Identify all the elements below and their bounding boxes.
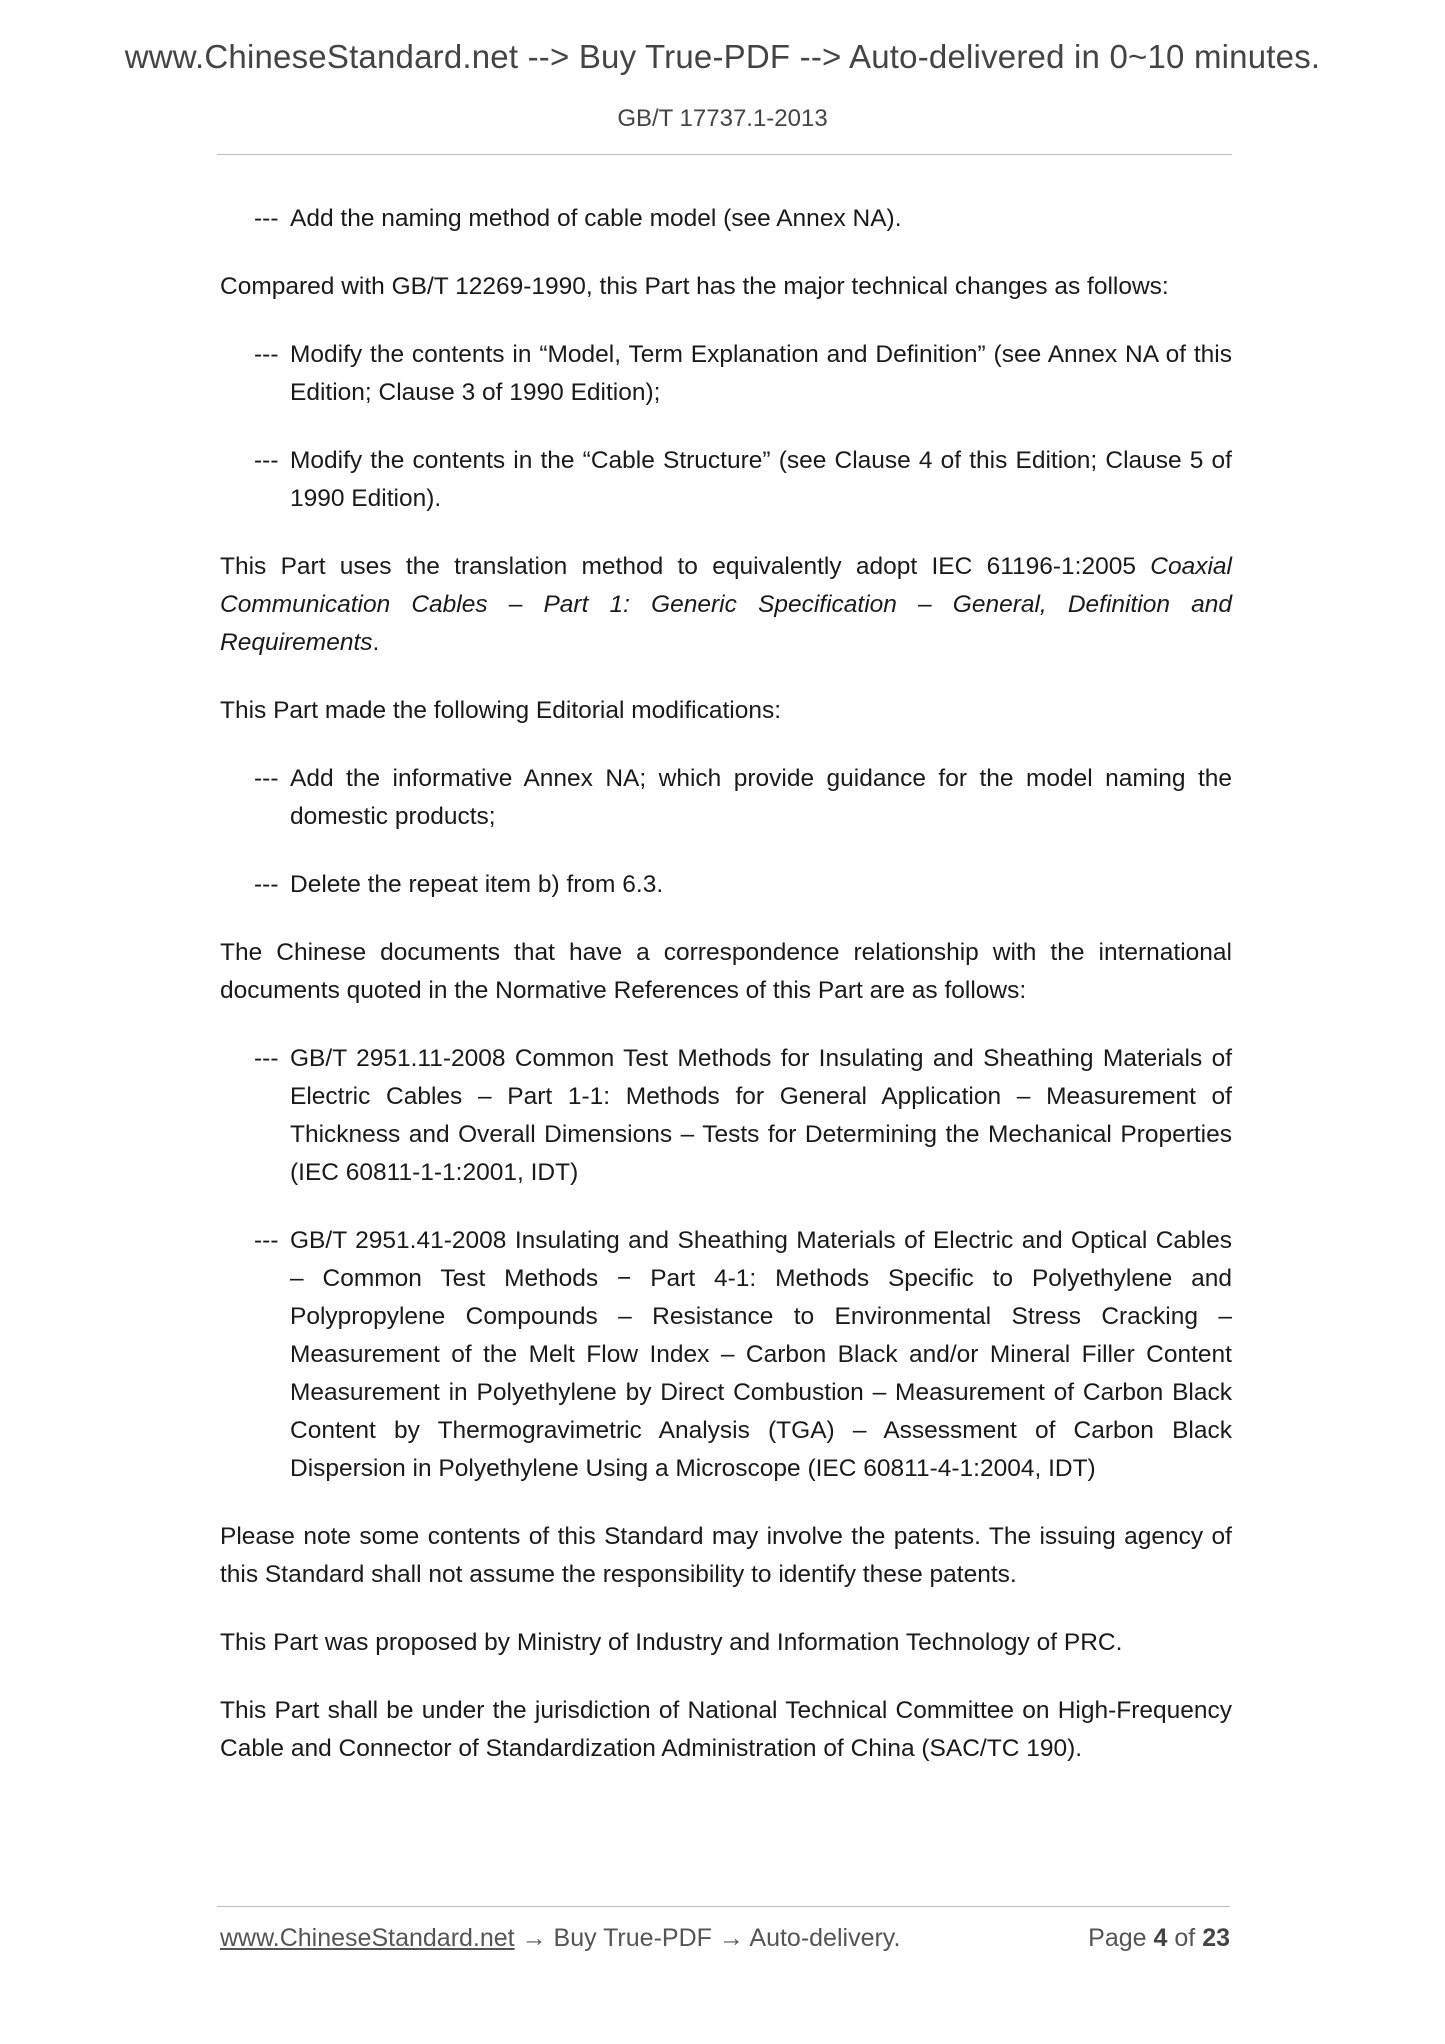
translation-suffix: . [372,629,380,656]
list-item-add-annex [220,760,1232,836]
site-link[interactable]: www.ChineseStandard.net [220,1924,515,1952]
adopted-standard-title: Coaxial Communication Cables – Part 1: Generic Specification – General, Definition and Requirements [220,553,1232,656]
item-dash: --- [254,447,279,474]
page-total: 23 [1202,1924,1230,1952]
item-text: Add the naming method of cable model (see Annex NA). [290,205,902,232]
paragraph-jurisdiction: This Part shall be under the jurisdiction of National Technical Committee on High-Frequency Cable and Connector of Standardization Administration of China (SAC/TC 190). [220,1697,1232,1762]
item-text: Modify the contents in “Model, Term Explanation and Definition” (see Annex NA of this Edition; Clause 3 of 1990 Edition); [290,341,1232,406]
document-body [220,200,1232,1798]
item-dash: --- [254,341,279,368]
footer-tagline: → Buy True-PDF → Auto-delivery. [514,1924,901,1952]
list-item-modify-model [220,336,1232,412]
item-text: GB/T 2951.11-2008 Common Test Methods for Insulating and Sheathing Materials of Electric Cables – Part 1-1: Methods for General Application – Measurement of Thickness and Overall Dimensions – Tests for Determining the Mechanical Properties (IEC 60811-1-1:2001, IDT) [290,1045,1232,1186]
footer-divider [217,1906,1230,1907]
item-dash: --- [254,871,279,898]
paragraph-compared: Compared with GB/T 12269-1990, this Part has the major technical changes as follows: [220,273,1169,300]
item-dash: --- [254,1227,279,1254]
item-dash: --- [254,205,279,232]
list-item-gbt-2951-11 [220,1040,1232,1192]
standard-code: GB/T 17737.1-2013 [617,105,828,132]
list-item-gbt-2951-41 [220,1222,1232,1488]
header-divider [217,154,1232,155]
page-indicator [1088,1924,1230,1953]
paragraph-translation [220,548,1232,662]
page-label: Page [1088,1924,1147,1952]
footer-left [220,1924,900,1953]
site-banner: www.ChineseStandard.net --> Buy True-PDF --> Auto-delivered in 0~10 minutes. [124,38,1321,75]
list-item-modify-structure [220,442,1232,518]
item-dash: --- [254,1045,279,1072]
of-label: of [1174,1924,1196,1952]
list-item-delete-repeat [220,866,1232,904]
item-text: GB/T 2951.41-2008 Insulating and Sheathing Materials of Electric and Optical Cables – Common Test Methods − Part 4-1: Methods Specific to Polyethylene and Polypropylene Compounds – Resistance to Environmental Stress Cracking – Measurement of the Melt Flow Index – Carbon Black and/or Mineral Filler Content Measurement in Polyethylene by Direct Combustion – Measurement of Carbon Black Content by Thermogravimetric Analysis (TGA) – Assessment of Carbon Black Dispersion in Polyethylene Using a Microscope (IEC 60811-4-1:2004, IDT) [290,1227,1232,1482]
paragraph-patents: Please note some contents of this Standard may involve the patents. The issuing agency of this Standard shall not assume the responsibility to identify these patents. [220,1523,1232,1588]
page-number: 4 [1153,1924,1168,1952]
item-dash: --- [254,765,279,792]
page-footer [220,1924,1230,1960]
paragraph-proposed: This Part was proposed by Ministry of Industry and Information Technology of PRC. [220,1629,1123,1656]
item-text: Delete the repeat item b) from 6.3. [290,871,664,898]
item-text: Add the informative Annex NA; which provide guidance for the model naming the domestic products; [290,765,1232,830]
list-item-naming [220,200,1232,238]
translation-prefix: This Part uses the translation method to equivalently adopt IEC 61196-1:2005 [220,553,1151,580]
item-text: Modify the contents in the “Cable Structure” (see Clause 4 of this Edition; Clause 5 of 1990 Edition). [290,447,1232,512]
paragraph-editorial: This Part made the following Editorial modifications: [220,697,782,724]
paragraph-chinese-documents: The Chinese documents that have a correspondence relationship with the international documents quoted in the Normative References of this Part are as follows: [220,939,1232,1004]
